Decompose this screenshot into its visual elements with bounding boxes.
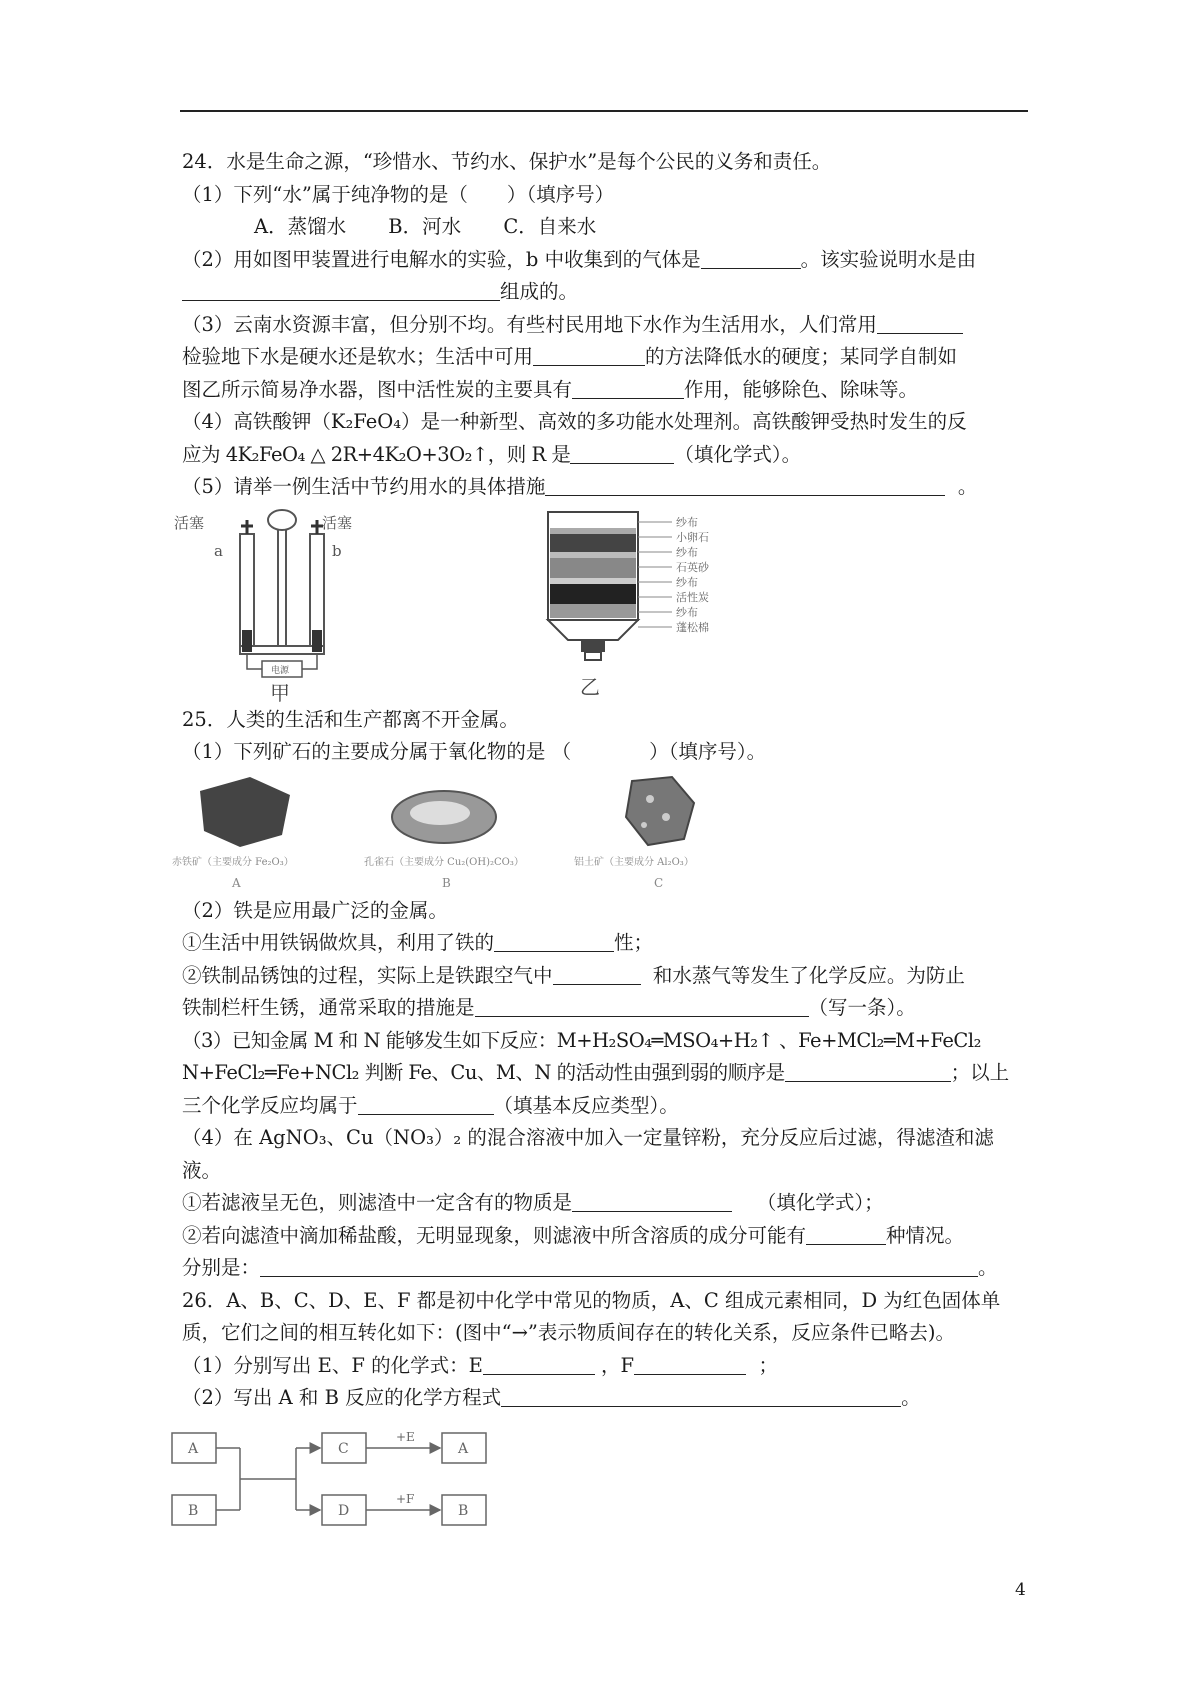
q24-part4-line2: 应为 4K₂FeO₄ △ 2R+4K₂O+3O₂↑，则 R 是 （填化学式）。 [182, 439, 1028, 472]
answer-blank[interactable] [701, 244, 801, 269]
q26-stem-line2: 质，它们之间的相互转化如下：(图中“→”表示物质间存在的转化关系，反应条件已略去)。 [182, 1321, 955, 1344]
q24-part1: （1）下列“水”属于纯净物的是（ ）（填序号） [182, 182, 615, 206]
layer-labels [676, 515, 710, 634]
ore-c-figure [572, 769, 752, 893]
q26-part1: （1）分别写出 E、F 的化学式：E ，F ； [182, 1350, 1028, 1383]
q25-part2: （2）铁是应用最广泛的金属。 [182, 898, 448, 922]
electrode-left [242, 630, 252, 652]
answer-blank[interactable] [877, 309, 963, 334]
q25-part2-2-line1: ②铁制品锈蚀的过程，实际上是铁跟空气中 和水蒸气等发生了化学反应。为防止 [182, 960, 1028, 993]
q26-part2: （2）写出 A 和 B 反应的化学方程式 。 [182, 1382, 1028, 1415]
pebble-layer [550, 534, 636, 552]
q24-part5: （5）请举一例生活中节约用水的具体措施 。 [182, 471, 1028, 504]
q24-choices [182, 211, 1028, 244]
svg-text:C: C [338, 1440, 349, 1457]
q24-part4-line1: （4）高铁酸钾（K₂FeO₄）是一种新型、高效的多功能水处理剂。高铁酸钾受热时发生的反 [182, 410, 967, 433]
answer-blank[interactable] [358, 1090, 494, 1115]
svg-text:+F: +F [396, 1491, 415, 1506]
carbon-layer [550, 584, 636, 604]
water-purifier-figure [538, 504, 778, 702]
q24-part2-line2: 组成的。 [182, 276, 1028, 309]
q25-part4-1: ①若滤液呈无色，则滤渣中一定含有的物质是 （填化学式）； [182, 1187, 1028, 1220]
svg-text:B: B [188, 1502, 199, 1519]
answer-blank[interactable] [545, 471, 945, 496]
svg-text:A: A [232, 875, 241, 890]
figure-yi-label: 乙 [580, 674, 600, 699]
answer-blank[interactable] [182, 276, 500, 301]
q25-part4-2: ②若向滤渣中滴加稀盐酸，无明显现象，则滤液中所含溶质的成分可能有 种情况。 [182, 1220, 1028, 1253]
figure-jia-label: 甲 [270, 680, 290, 702]
sand-layer [550, 558, 636, 578]
right-valve-label: 活塞 [322, 513, 353, 532]
electrolysis-apparatus-figure [172, 504, 392, 702]
left-valve-label: 活塞 [174, 513, 205, 532]
svg-text:蓬松棉: 蓬松棉 [676, 620, 709, 634]
svg-text:石英砂: 石英砂 [676, 560, 709, 574]
svg-text:B: B [442, 875, 451, 890]
q25-part2-1: ①生活中用铁锅做炊具，利用了铁的 性； [182, 927, 1028, 960]
answer-blank[interactable] [572, 1187, 732, 1212]
reservoir-bulb [268, 510, 296, 530]
choice-a: A．蒸馏水 [254, 215, 347, 238]
answer-blank[interactable] [806, 1220, 886, 1245]
q25-part3-line2: N+FeCl₂═Fe+NCl₂ 判断 Fe、Cu、M、N 的活动性由强到弱的顺序是 ；以上 [182, 1057, 1028, 1090]
choice-b: B．河水 [388, 215, 462, 238]
q25-part4-line2: 液。 [182, 1158, 222, 1182]
svg-text:孔雀石（主要成分 Cu₂(OH)₂CO₃）: 孔雀石（主要成分 Cu₂(OH)₂CO₃） [364, 856, 524, 868]
svg-text:纱布: 纱布 [676, 575, 698, 589]
answer-blank[interactable] [501, 1382, 901, 1407]
answer-blank[interactable] [260, 1252, 978, 1277]
bauxite-rock [626, 777, 694, 845]
exam-page [172, 146, 1028, 1535]
conversion-diagram [170, 1427, 510, 1533]
svg-text:纱布: 纱布 [676, 545, 698, 559]
svg-text:活性炭: 活性炭 [676, 590, 709, 604]
ore-b-figure [362, 769, 552, 893]
svg-text:A: A [458, 1440, 469, 1457]
svg-text:纱布: 纱布 [676, 605, 698, 619]
svg-text:赤铁矿（主要成分 Fe₂O₃）: 赤铁矿（主要成分 Fe₂O₃） [172, 856, 294, 868]
outlet [581, 640, 605, 652]
svg-text:B: B [458, 1502, 469, 1519]
svg-text:A: A [188, 1440, 199, 1457]
choice-c: C．自来水 [503, 215, 597, 238]
q26-diagram [182, 1415, 1028, 1535]
q25-part3-line3: 三个化学反应均属于 （填基本反应类型）。 [182, 1090, 1028, 1123]
power-label: 电源 [271, 665, 290, 676]
svg-text:纱布: 纱布 [676, 515, 698, 529]
tube-b [310, 534, 324, 646]
q24-part3-line2: 检验地下水是硬水还是软水；生活中可用 的方法降低水的硬度；某同学自制如 [182, 341, 1028, 374]
hematite-rock [200, 777, 290, 847]
ore-a-figure [170, 769, 340, 893]
tube-a-label: a [214, 541, 223, 560]
page-number: 4 [1015, 1580, 1026, 1600]
svg-text:C: C [654, 875, 664, 890]
connector [240, 646, 324, 654]
svg-text:+E: +E [396, 1429, 415, 1444]
q25-part4-line1: （4）在 AgNO₃、Cu（NO₃）₂ 的混合溶液中加入一定量锌粉，充分反应后过滤，得滤渣和滤 [182, 1126, 994, 1149]
q24-stem: 24．水是生命之源，“珍惜水、节约水、保护水”是每个公民的义务和责任。 [182, 150, 832, 173]
svg-text:D: D [338, 1502, 350, 1519]
answer-blank[interactable] [533, 341, 645, 366]
q24-part3-line1: （3）云南水资源丰富，但分别不均。有些村民用地下水作为生活用水，人们常用 [182, 309, 1028, 342]
answer-blank[interactable] [785, 1057, 951, 1082]
q24-figures [174, 504, 1028, 704]
answer-blank[interactable] [494, 927, 614, 952]
answer-blank[interactable] [634, 1350, 746, 1375]
q25-part2-2-line2: 铁制栏杆生锈，通常采取的措施是 （写一条）。 [182, 992, 1028, 1025]
q25-part1: （1）下列矿石的主要成分属于氧化物的是 （ ）（填序号）。 [182, 740, 767, 763]
q26-stem-line1: 26．A、B、C、D、E、F 都是初中化学中常见的物质，A、C 组成元素相同，D 为红色固体单 [182, 1288, 1001, 1312]
svg-text:小卵石: 小卵石 [676, 530, 709, 544]
tube-a [240, 534, 254, 646]
header-rule [180, 110, 1028, 112]
answer-blank[interactable] [475, 992, 809, 1017]
answer-blank[interactable] [572, 374, 684, 399]
q25-part3-line1: （3）已知金属 M 和 N 能够发生如下反应：M+H₂SO₄═MSO₄+H₂↑ 、Fe+MCl₂═M+FeCl₂ [182, 1028, 981, 1052]
tube-b-label: b [332, 541, 342, 560]
q25-part4-3: 分别是： 。 [182, 1252, 1028, 1285]
q24-part3-line3: 图乙所示简易净水器，图中活性炭的主要具有 作用，能够除色、除味等。 [182, 374, 1028, 407]
answer-blank[interactable] [483, 1350, 595, 1375]
answer-blank[interactable] [570, 439, 674, 464]
answer-blank[interactable] [553, 960, 641, 985]
q24-part2-line1: （2）用如图甲装置进行电解水的实验，b 中收集到的气体是 。该实验说明水是由 [182, 244, 1028, 277]
q25-stem: 25．人类的生活和生产都离不开金属。 [182, 707, 519, 731]
electrode-right [312, 630, 322, 652]
ore-figures [172, 769, 1028, 895]
svg-text:铝土矿（主要成分 Al₂O₃）: 铝土矿（主要成分 Al₂O₃） [574, 856, 694, 868]
